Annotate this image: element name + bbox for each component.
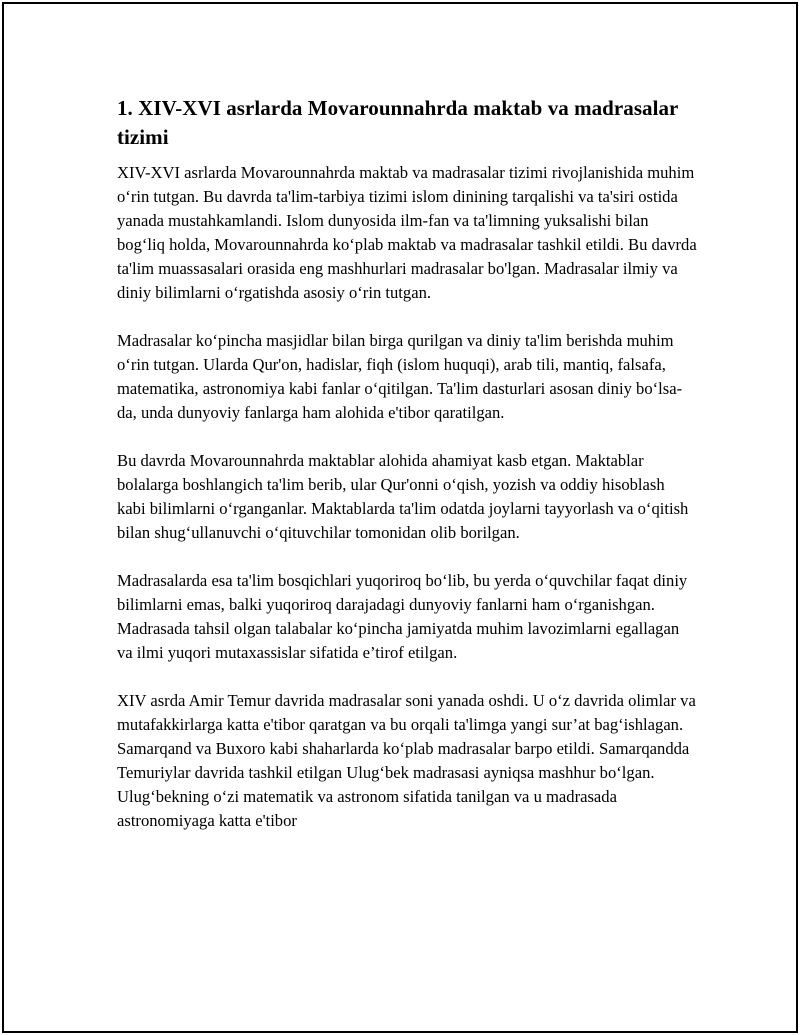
paragraph-2: Madrasalar ko‘pincha masjidlar bilan birga qurilgan va diniy ta'lim berishda muhim o‘rin tutgan. Ularda Qur'on, hadislar, fiqh (islom huquqi), arab tili, mantiq, falsafa, matematika, astronomiya kabi fanlar o‘qitilgan. Ta'lim dasturlari asosan diniy bo‘lsa-da, unda dunyoviy fanlarga ham alohida e'tibor qaratilgan. <box>117 331 683 422</box>
document-body <box>117 94 697 857</box>
paragraph-3: Bu davrda Movarounnahrda maktablar alohida ahamiyat kasb etgan. Maktablar bolalarga boshlangich ta'lim berib, ular Qur'onni o‘qish, yozish va oddiy hisoblash kabi bilimlarni o‘rganganlar. Maktablarda ta'lim odatda joylarni tayyorlash va o‘qitish bilan shug‘ullanuvchi o‘qituvchilar tomonidan olib borilgan. <box>117 451 689 542</box>
paragraph-5: XIV asrda Amir Temur davrida madrasalar soni yanada oshdi. U o‘z davrida olimlar va mutafakkirlarga katta e'tibor qaratgan va bu orqali ta'limga yangi sur’at bag‘ishlagan. Samarqand va Buxoro kabi shaharlarda ko‘plab madrasalar barpo etildi. Samarqandda Temuriylar davrida tashkil etilgan Ulug‘bek madrasasi ayniqsa mashhur bo‘lgan. Ulug‘bekning o‘zi matematik va astronom sifatida tanilgan va u madrasada astronomiyaga katta e'tibor <box>117 691 696 830</box>
paragraph-1: XIV-XVI asrlarda Movarounnahrda maktab va madrasalar tizimi rivojlanishida muhim o‘rin tutgan. Bu davrda ta'lim-tarbiya tizimi islom dinining tarqalishi va ta'siri ostida yanada mustahkamlandi. Islom dunyosida ilm-fan va ta'limning yuksalishi bilan bog‘liq holda, Movarounnahrda ko‘plab maktab va madrasalar tashkil etildi. Bu davrda ta'lim muassasalari orasida eng mashhurlari madrasalar bo'lgan. Madrasalar ilmiy va diniy bilimlarni o‘rgatishda asosiy o‘rin tutgan. <box>117 163 697 302</box>
paragraph-4: Madrasalarda esa ta'lim bosqichlari yuqoriroq bo‘lib, bu yerda o‘quvchilar faqat diniy bilimlarni emas, balki yuqoriroq darajadagi dunyoviy fanlarni ham o‘rganishgan. Madrasada tahsil olgan talabalar ko‘pincha jamiyatda muhim lavozimlarni egallagan va ilmi yuqori mutaxassislar sifatida e’tirof etilgan. <box>117 571 688 662</box>
section-heading: 1. XIV-XVI asrlarda Movarounnahrda maktab va madrasalar tizimi <box>117 96 679 149</box>
